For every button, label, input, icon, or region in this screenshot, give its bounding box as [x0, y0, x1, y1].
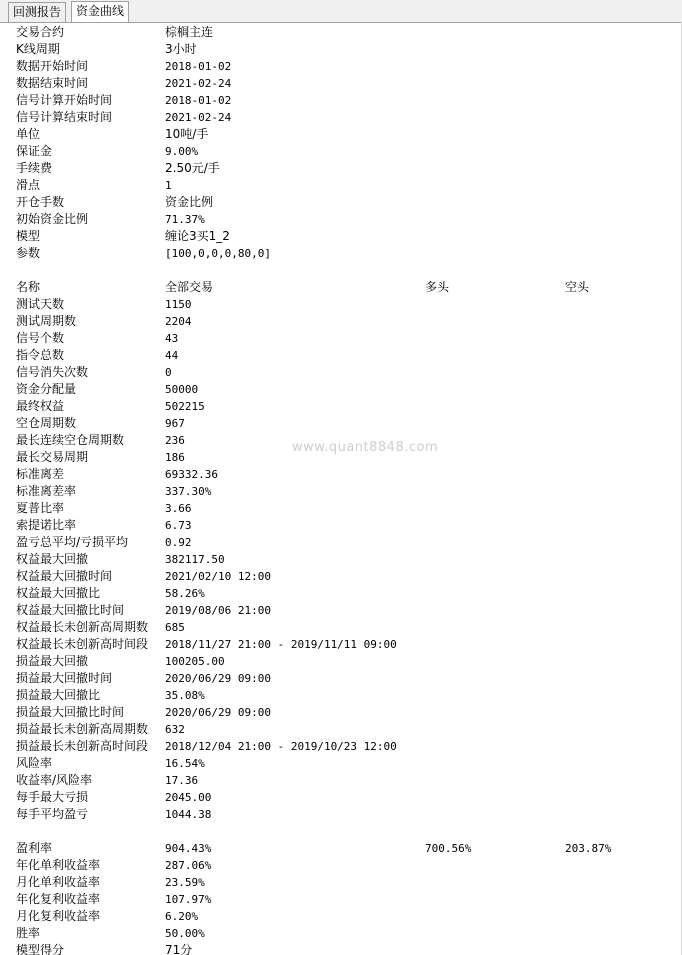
stat-row — [0, 738, 682, 755]
stat-value-all: 2018/12/04 21:00 - 2019/10/23 12:00 — [165, 740, 397, 753]
stat-label: 信号个数 — [16, 331, 65, 345]
stat-label: 损益最大回撤 — [16, 654, 89, 668]
param-label: 信号计算开始时间 — [16, 93, 113, 107]
stat-row — [0, 619, 682, 636]
param-row — [0, 126, 682, 143]
stat-row — [0, 755, 682, 772]
param-label: 信号计算结束时间 — [16, 110, 113, 124]
stat-label: 权益最长未创新高周期数 — [16, 620, 149, 634]
stat-label: 权益最大回撤比 — [16, 586, 101, 600]
stat-value-all: 35.08% — [165, 689, 205, 702]
param-label: 参数 — [16, 246, 41, 260]
stat-label: 收益率/风险率 — [16, 773, 93, 787]
param-value: 2018-01-02 — [165, 60, 232, 73]
stat-row — [0, 398, 682, 415]
param-row — [0, 92, 682, 109]
stat-value-all: 17.36 — [165, 774, 199, 787]
stat-value-all: 2018/11/27 21:00 - 2019/11/11 09:00 — [165, 638, 397, 651]
stat-row — [0, 364, 682, 381]
return-label: 月化单利收益率 — [16, 875, 101, 889]
stat-row — [0, 296, 682, 313]
stat-row — [0, 313, 682, 330]
param-value: [100,0,0,0,80,0] — [165, 247, 271, 260]
stat-row — [0, 347, 682, 364]
stat-label: 最长交易周期 — [16, 450, 89, 464]
stat-row — [0, 381, 682, 398]
stat-label: 权益最大回撤时间 — [16, 569, 113, 583]
stat-label: 每手最大亏损 — [16, 790, 89, 804]
stat-label: 最长连续空仓周期数 — [16, 433, 125, 447]
param-label: 开仓手数 — [16, 195, 65, 209]
return-value-all: 107.97% — [165, 893, 212, 906]
stat-value-all: 100205.00 — [165, 655, 225, 668]
stat-value-all: 967 — [165, 417, 185, 430]
stats-header-row — [0, 279, 682, 296]
stat-value-all: 2045.00 — [165, 791, 212, 804]
return-value-all: 50.00% — [165, 927, 205, 940]
return-row — [0, 942, 682, 955]
stat-row — [0, 687, 682, 704]
stat-value-all: 337.30% — [165, 485, 212, 498]
stat-label: 空仓周期数 — [16, 416, 77, 430]
param-label: 数据开始时间 — [16, 59, 89, 73]
return-value-short: 203.87% — [565, 842, 612, 855]
stat-value-all: 6.73 — [165, 519, 192, 532]
stat-label: 测试天数 — [16, 297, 65, 311]
stat-label: 风险率 — [16, 756, 53, 770]
param-label: 滑点 — [16, 178, 41, 192]
param-value: 3小时 — [165, 42, 197, 56]
stat-label: 信号消失次数 — [16, 365, 89, 379]
stat-row — [0, 585, 682, 602]
param-label: 单位 — [16, 127, 41, 141]
watermark-text: www.quant8848.com — [292, 440, 439, 455]
param-row — [0, 160, 682, 177]
param-label: 初始资金比例 — [16, 212, 89, 226]
stat-value-all: 1044.38 — [165, 808, 212, 821]
param-label: K线周期 — [16, 42, 60, 56]
stat-label: 每手平均盈亏 — [16, 807, 89, 821]
param-value: 10吨/手 — [165, 127, 209, 141]
stat-label: 损益最大回撤时间 — [16, 671, 113, 685]
stat-value-all: 0.92 — [165, 536, 192, 549]
stat-value-all: 2019/08/06 21:00 — [165, 604, 271, 617]
stat-value-all: 685 — [165, 621, 185, 634]
param-value: 9.00% — [165, 145, 199, 158]
return-row — [0, 840, 682, 857]
stat-row — [0, 789, 682, 806]
param-label: 模型 — [16, 229, 41, 243]
stat-row — [0, 483, 682, 500]
return-value-all: 904.43% — [165, 842, 212, 855]
stat-label: 索提诺比率 — [16, 518, 77, 532]
return-label: 盈利率 — [16, 841, 53, 855]
stat-value-all: 3.66 — [165, 502, 192, 515]
return-label: 模型得分 — [16, 943, 65, 955]
stat-label: 权益最大回撤比时间 — [16, 603, 125, 617]
param-row — [0, 194, 682, 211]
param-value: 缠论3买1_2 — [165, 229, 230, 243]
param-row — [0, 75, 682, 92]
stat-label: 损益最长未创新高时间段 — [16, 739, 149, 753]
param-row — [0, 41, 682, 58]
param-row — [0, 228, 682, 245]
param-value: 资金比例 — [165, 195, 214, 209]
stat-value-all: 382117.50 — [165, 553, 225, 566]
tab-equity-curve[interactable]: 资金曲线 — [71, 1, 129, 22]
param-value: 2021-02-24 — [165, 77, 232, 90]
stat-row — [0, 415, 682, 432]
return-row — [0, 857, 682, 874]
return-value-all: 287.06% — [165, 859, 212, 872]
stat-row — [0, 653, 682, 670]
stat-row — [0, 500, 682, 517]
col-header-long: 多头 — [425, 280, 450, 294]
stat-value-all: 44 — [165, 349, 179, 362]
stat-row — [0, 517, 682, 534]
stat-row — [0, 721, 682, 738]
stat-value-all: 58.26% — [165, 587, 205, 600]
stat-row — [0, 466, 682, 483]
stat-label: 盈亏总平均/亏损平均 — [16, 535, 129, 549]
param-value: 2018-01-02 — [165, 94, 232, 107]
return-row — [0, 891, 682, 908]
param-row — [0, 24, 682, 41]
stat-row — [0, 772, 682, 789]
param-row — [0, 143, 682, 160]
stat-row — [0, 568, 682, 585]
return-label: 胜率 — [16, 926, 41, 940]
stat-row — [0, 330, 682, 347]
param-value: 2.50元/手 — [165, 161, 220, 175]
stat-row — [0, 670, 682, 687]
param-value: 71.37% — [165, 213, 205, 226]
stat-label: 标准离差 — [16, 467, 65, 481]
param-label: 数据结束时间 — [16, 76, 89, 90]
stat-label: 测试周期数 — [16, 314, 77, 328]
stat-value-all: 43 — [165, 332, 179, 345]
col-header-name: 名称 — [16, 280, 41, 294]
stat-label: 损益最大回撤比时间 — [16, 705, 125, 719]
stat-value-all: 1150 — [165, 298, 192, 311]
return-row — [0, 874, 682, 891]
stat-label: 夏普比率 — [16, 501, 65, 515]
param-row — [0, 245, 682, 262]
stat-value-all: 2020/06/29 09:00 — [165, 672, 271, 685]
stat-row — [0, 534, 682, 551]
stat-label: 标准离差率 — [16, 484, 77, 498]
param-label: 保证金 — [16, 144, 53, 158]
return-label: 月化复利收益率 — [16, 909, 101, 923]
stat-value-all: 186 — [165, 451, 185, 464]
stat-label: 损益最长未创新高周期数 — [16, 722, 149, 736]
param-row — [0, 109, 682, 126]
stat-row — [0, 806, 682, 823]
param-value: 棕榈主连 — [165, 25, 214, 39]
stat-value-all: 632 — [165, 723, 185, 736]
stat-label: 指令总数 — [16, 348, 65, 362]
param-label: 交易合约 — [16, 25, 65, 39]
report-panel — [0, 23, 682, 955]
stat-value-all: 0 — [165, 366, 172, 379]
stat-label: 损益最大回撤比 — [16, 688, 101, 702]
stat-value-all: 50000 — [165, 383, 199, 396]
stat-value-all: 69332.36 — [165, 468, 218, 481]
param-row — [0, 177, 682, 194]
return-label: 年化复利收益率 — [16, 892, 101, 906]
stat-value-all: 502215 — [165, 400, 205, 413]
param-value: 1 — [165, 179, 172, 192]
param-row — [0, 211, 682, 228]
col-header-short: 空头 — [565, 280, 590, 294]
return-row — [0, 908, 682, 925]
stat-value-all: 16.54% — [165, 757, 205, 770]
stat-row — [0, 602, 682, 619]
return-value-long: 700.56% — [425, 842, 472, 855]
stat-label: 最终权益 — [16, 399, 65, 413]
col-header-all: 全部交易 — [165, 280, 214, 294]
stat-value-all: 236 — [165, 434, 185, 447]
stat-label: 资金分配量 — [16, 382, 77, 396]
tab-backtest-report[interactable]: 回测报告 — [8, 2, 66, 22]
return-label: 年化单利收益率 — [16, 858, 101, 872]
stat-row — [0, 551, 682, 568]
return-value-all: 71分 — [165, 943, 193, 955]
stat-value-all: 2021/02/10 12:00 — [165, 570, 271, 583]
stat-row — [0, 636, 682, 653]
param-label: 手续费 — [16, 161, 53, 175]
param-row — [0, 58, 682, 75]
stat-value-all: 2204 — [165, 315, 192, 328]
stat-row — [0, 704, 682, 721]
stat-label: 权益最大回撤 — [16, 552, 89, 566]
tab-bar — [0, 0, 682, 23]
return-value-all: 23.59% — [165, 876, 205, 889]
return-row — [0, 925, 682, 942]
param-value: 2021-02-24 — [165, 111, 232, 124]
stat-value-all: 2020/06/29 09:00 — [165, 706, 271, 719]
return-value-all: 6.20% — [165, 910, 199, 923]
stat-label: 权益最长未创新高时间段 — [16, 637, 149, 651]
